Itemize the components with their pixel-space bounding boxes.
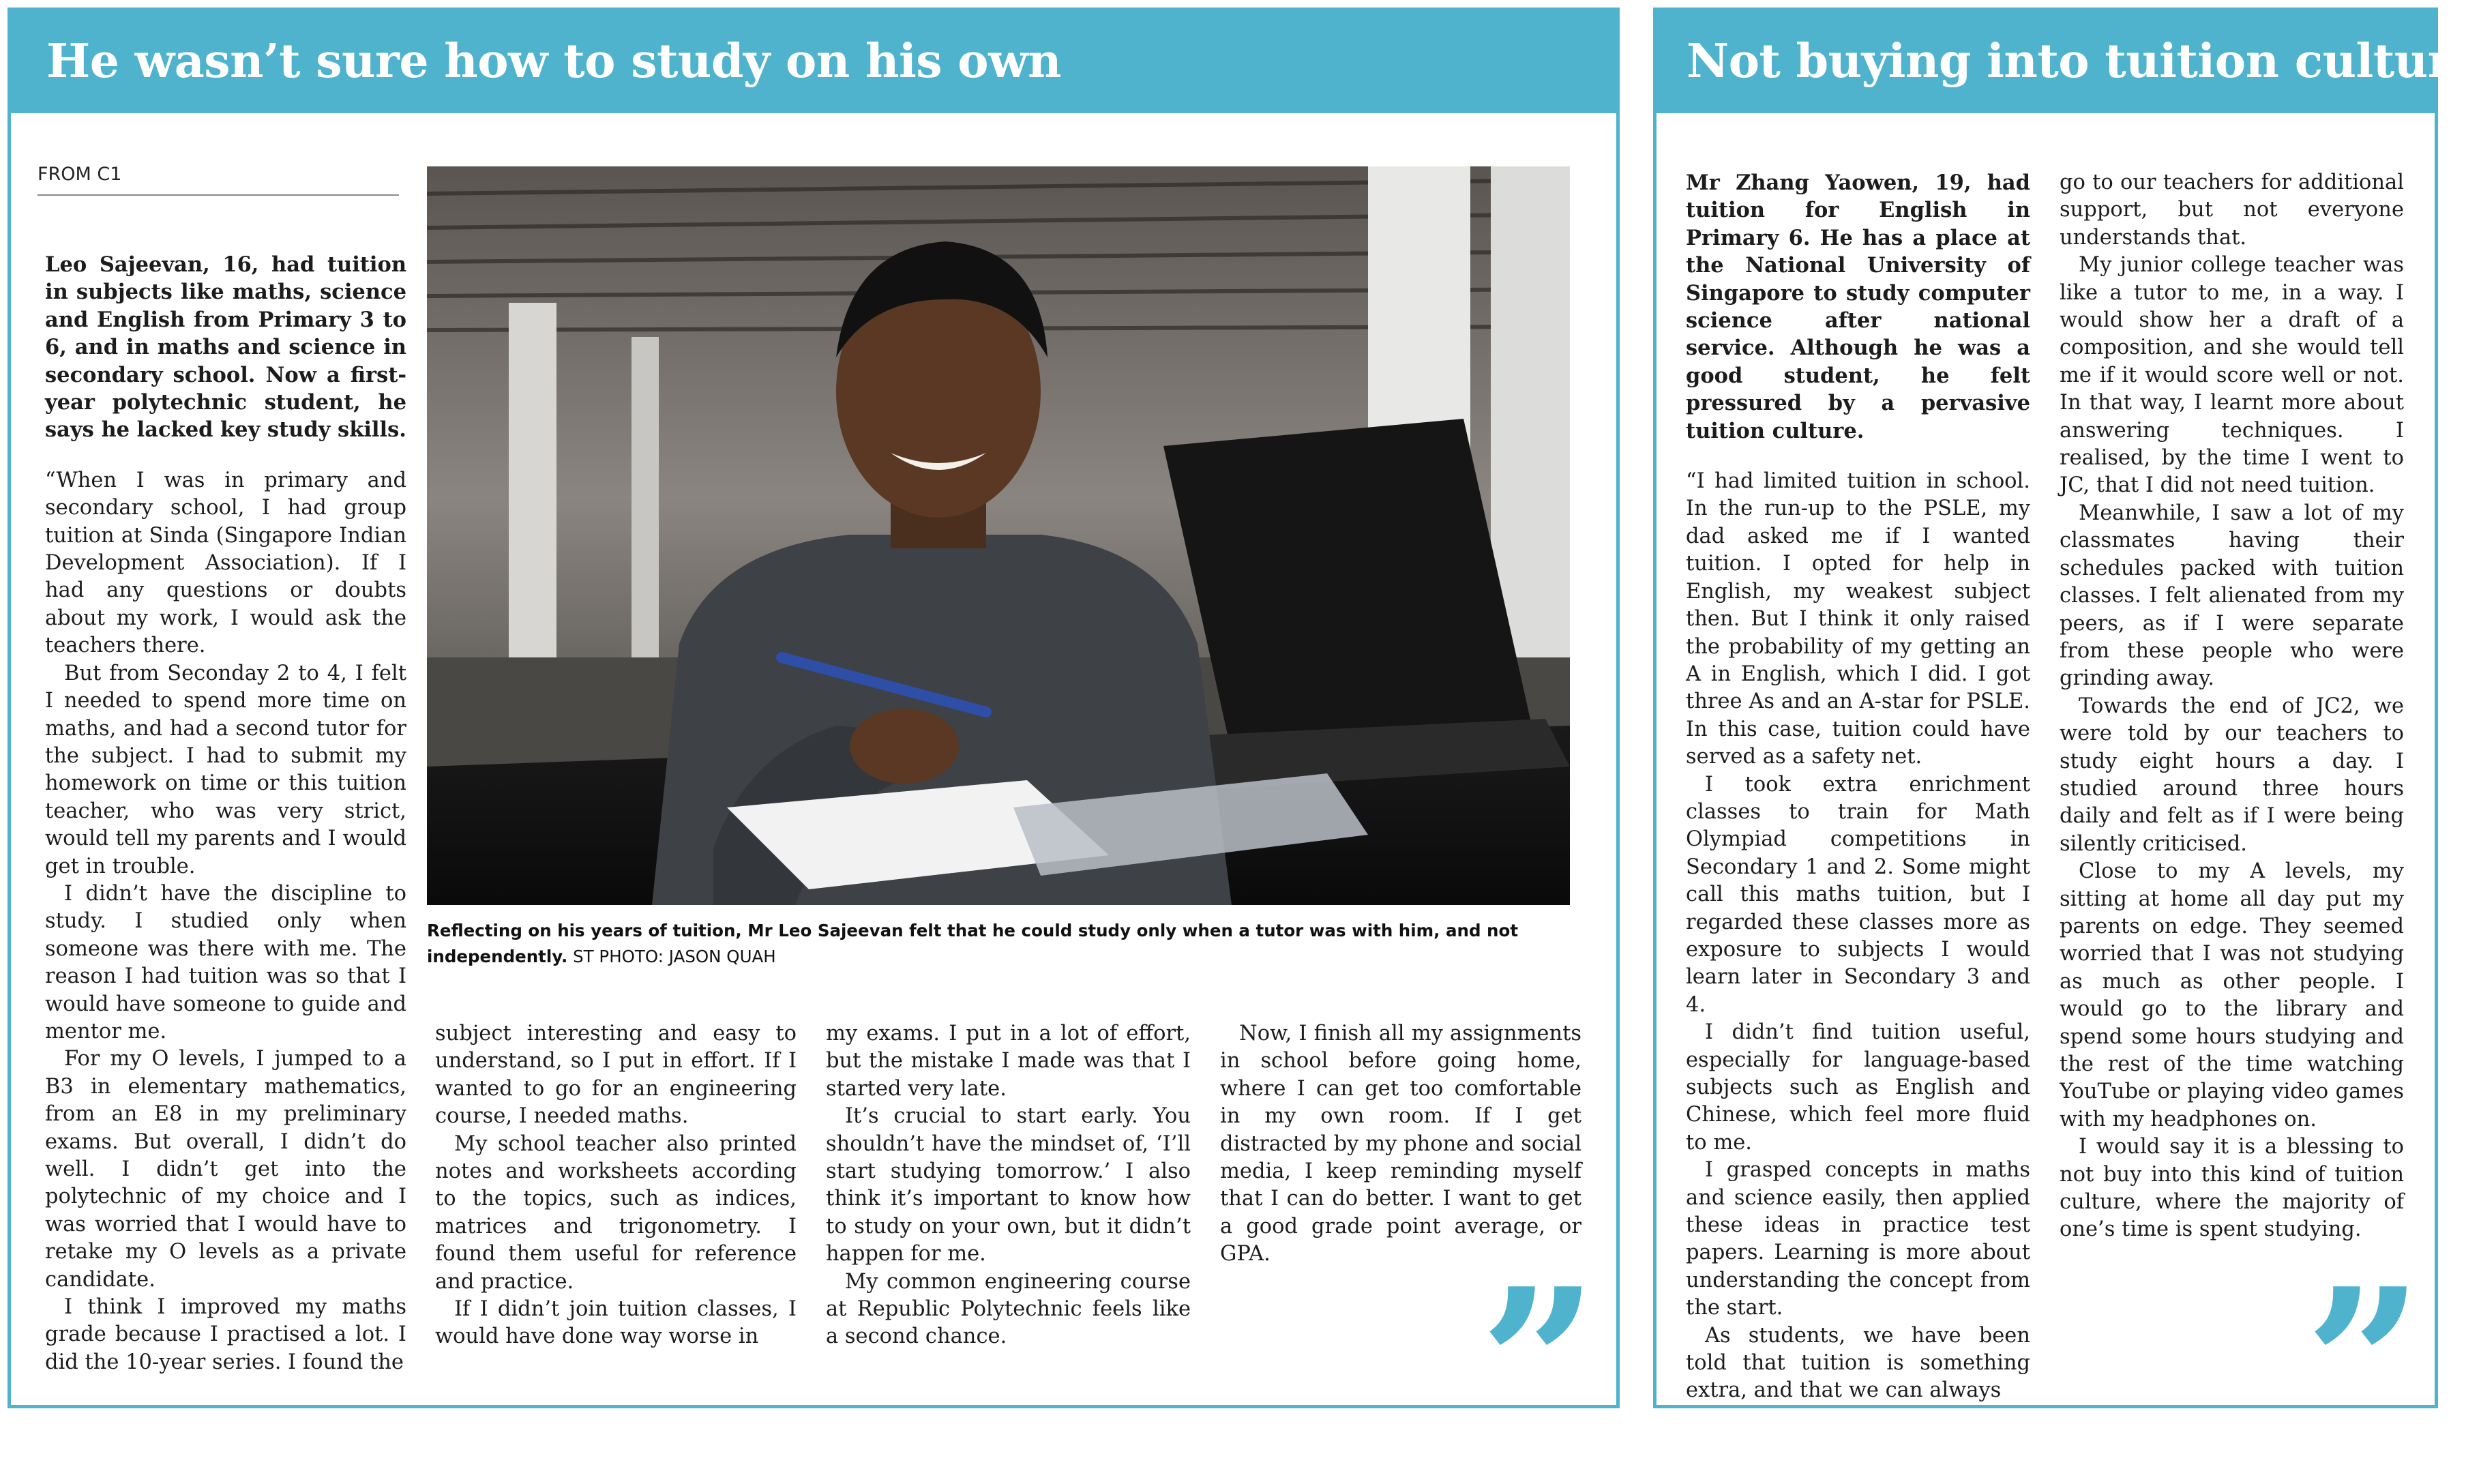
closing-quote-right: ” xyxy=(2305,1243,2423,1484)
right-paragraph: go to our teachers for additional support, but not everyone understands that. xyxy=(2060,170,2404,250)
headline-left: He wasn’t sure how to study on his own xyxy=(46,34,1062,89)
right-column-1 xyxy=(1686,169,2030,1403)
left-column-1 xyxy=(45,251,406,1374)
left-intro: Leo Sajeevan, 16, had tuition in subjects like maths, science and English from Primary 3 to 6, and in maths and science in secondary school. Now a first-year polytechnic student, he says he lacked key study skills. xyxy=(45,252,406,443)
left-paragraph: My school teacher also printed notes and worksheets according to the topics, such as indices, matrices and trigonometry. I found them useful for reference and practice. xyxy=(435,1131,797,1294)
left-paragraph: “When I was in primary and secondary school, I had group tuition at Sinda (Singapore Indian Development Association). If I had any questions or doubts about my work, I would ask the teachers there. xyxy=(45,468,406,658)
photo-student-with-laptop xyxy=(427,166,1570,905)
right-paragraph: “I had limited tuition in school. In the run-up to the PSLE, my dad asked me if I wanted tuition. I opted for help in English, my weakest subject then. But I think it only raised the probability of my getting an A in English, which I did. I got three As and an A-star for PSLE. In this case, tuition could have served as a safety net. xyxy=(1686,469,2030,769)
left-paragraph: I didn’t have the discipline to study. I studied only when someone was there with me. The reason I had tuition was so that I would have someone to guide and mentor me. xyxy=(45,881,406,1043)
left-paragraph: subject interesting and easy to understand, so I put in effort. If I wanted to go for an engineering course, I needed maths. xyxy=(435,1022,797,1129)
right-paragraph: Towards the end of JC2, we were told by our teachers to study eight hours a day. I studied around three hours daily and felt as if I were being silently criticised. xyxy=(2060,694,2404,856)
photo-caption xyxy=(427,918,1586,970)
right-column-2 xyxy=(2060,169,2404,1260)
left-paragraph: my exams. I put in a lot of effort, but the mistake I made was that I started very late. xyxy=(826,1022,1191,1101)
right-paragraph: I didn’t find tuition useful, especially for language-based subjects such as English and Chinese, which feel more fluid to me. xyxy=(1686,1020,2030,1155)
caption-text: Reflecting on his years of tuition, Mr Leo Sajeevan felt that he could study only when a tutor was with him, and not independently. xyxy=(427,921,1519,966)
left-column-2 xyxy=(435,1020,797,1375)
right-paragraph: I grasped concepts in maths and science easily, then applied these ideas in practice test papers. Learning is more about understanding the concept from the start. xyxy=(1686,1158,2030,1320)
photo-image xyxy=(427,166,1570,905)
headline-banner-left xyxy=(11,11,1616,113)
right-paragraph: As students, we have been told that tuition is something extra, and that we can always xyxy=(1686,1323,2030,1403)
right-paragraph: Meanwhile, I saw a lot of my classmates having their schedules packed with tuition classes. I felt alienated from my peers, as if I were separate from these people who were grinding away. xyxy=(2060,501,2404,691)
left-paragraph: My common engineering course at Republic Polytechnic feels like a second chance. xyxy=(826,1269,1191,1349)
right-paragraph: Close to my A levels, my sitting at home all day put my parents on edge. They seemed worried that I was not studying as much as other people. I would go to the library and spend some hours studying and the rest of the time watching YouTube or playing video games with my headphones on. xyxy=(2060,859,2404,1131)
continued-from-label: FROM C1 xyxy=(38,164,399,196)
photo-credit: ST PHOTO: JASON QUAH xyxy=(573,947,776,966)
headline-banner-right xyxy=(1657,11,2481,113)
left-paragraph: For my O levels, I jumped to a B3 in elementary mathematics, from an E8 in my preliminary exams. But overall, I didn’t do well. I didn’t get into the polytechnic of my choice and I was worried that I would have to retake my O levels as a private candidate. xyxy=(45,1047,406,1292)
left-column-3 xyxy=(826,1020,1191,1375)
left-paragraph: Now, I finish all my assignments in school before going home, where I can get too comfortable in my own room. If I get distracted by my phone and social media, I keep reminding myself that I can do better. I want to get a good grade point average, or GPA. xyxy=(1220,1022,1581,1266)
left-paragraph: If I didn’t join tuition classes, I would have done way worse in xyxy=(435,1297,797,1349)
right-paragraph: I took extra enrichment classes to train for Math Olympiad competitions in Secondary 1 and 2. Some might call this maths tuition, but I regarded these classes more as exposure to subjects I would learn later in Secondary 3 and 4. xyxy=(1686,772,2030,1017)
left-paragraph: It’s crucial to start early. You shouldn’t have the mindset of, ‘I’ll start studying tomorrow.’ I also think it’s important to know how to study on your own, but it didn’t happen for me. xyxy=(826,1104,1191,1266)
closing-quote-left: ” xyxy=(1480,1243,1598,1484)
right-intro: Mr Zhang Yaowen, 19, had tuition for English in Primary 6. He has a place at the National University of Singapore to study computer science after national service. Although he was a good student, he felt pressured by a pervasive tuition culture. xyxy=(1686,170,2030,443)
right-paragraph: I would say it is a blessing to not buy into this kind of tuition culture, where the majority of one’s time is spent studying. xyxy=(2060,1135,2404,1242)
right-paragraph: My junior college teacher was like a tutor to me, in a way. I would show her a draft of a composition, and she would tell me if it would score well or not. In that way, I learnt more about answering techniques. I realised, by the time I went to JC, that I did not need tuition. xyxy=(2060,253,2404,498)
left-paragraph: But from Seconday 2 to 4, I felt I needed to spend more time on maths, and had a second tutor for the subject. I had to submit my homework on time or this tuition teacher, who was very strict, would tell my parents and I would get in trouble. xyxy=(45,661,406,878)
left-paragraph: I think I improved my maths grade because I practised a lot. I did the 10-year series. I found the xyxy=(45,1295,406,1374)
headline-right: Not buying into tuition culture xyxy=(1687,34,2481,89)
